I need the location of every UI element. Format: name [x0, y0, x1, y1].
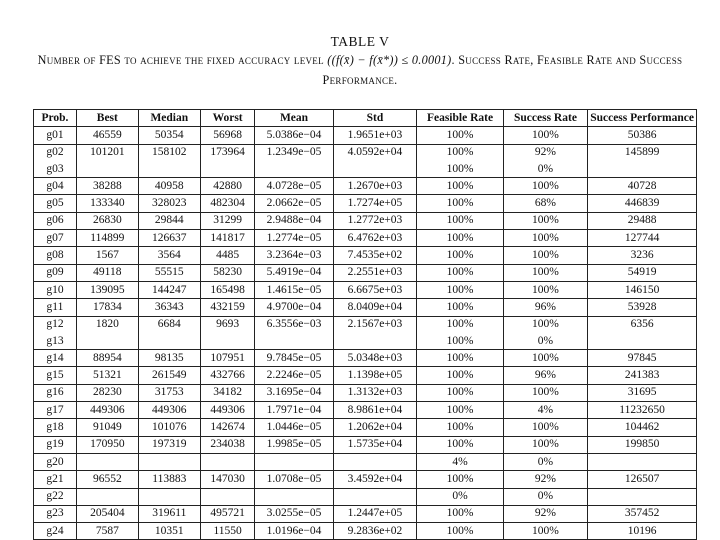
cell-success-performance: [588, 488, 697, 505]
cell-mean: 1.2349e−05: [255, 144, 333, 161]
cell-median: 98135: [138, 350, 200, 367]
cell-worst: 56968: [200, 127, 255, 144]
cell-median: 197319: [138, 436, 200, 453]
table-row: [34, 316, 697, 333]
cell-prob: g17: [34, 402, 77, 419]
cell-mean: [255, 161, 333, 178]
cell-median: 319611: [138, 505, 200, 522]
cell-mean: 9.7845e−05: [255, 350, 333, 367]
results-table: [33, 109, 697, 540]
cell-success-performance: 199850: [588, 436, 697, 453]
table-row: [34, 230, 697, 247]
cell-success-rate: 100%: [503, 178, 587, 195]
cell-std: [333, 488, 417, 505]
cell-feasible-rate: 100%: [417, 350, 504, 367]
cell-mean: 2.2246e−05: [255, 367, 333, 384]
cell-prob: g02: [34, 144, 77, 161]
cell-success-performance: 145899: [588, 144, 697, 161]
cell-median: 31753: [138, 384, 200, 401]
cell-prob: g13: [34, 333, 77, 350]
cell-median: 55515: [138, 264, 200, 281]
cell-std: [333, 161, 417, 178]
cell-success-performance: 146150: [588, 281, 697, 298]
header-std: Std: [333, 110, 417, 127]
cell-worst: 141817: [200, 230, 255, 247]
cell-std: 1.2670e+03: [333, 178, 417, 195]
cell-median: [138, 488, 200, 505]
cell-std: 1.3132e+03: [333, 384, 417, 401]
cell-best: 51321: [76, 367, 138, 384]
cell-mean: [255, 453, 333, 470]
table-row: [34, 523, 697, 540]
cell-success-performance: 50386: [588, 127, 697, 144]
header-best: Best: [76, 110, 138, 127]
cell-mean: 3.0255e−05: [255, 505, 333, 522]
caption-text: [0, 51, 720, 70]
cell-mean: 2.9488e−04: [255, 212, 333, 229]
cell-median: 40958: [138, 178, 200, 195]
table-row: [34, 402, 697, 419]
cell-prob: g23: [34, 505, 77, 522]
cell-prob: g07: [34, 230, 77, 247]
cell-mean: 1.4615e−05: [255, 281, 333, 298]
cell-best: [76, 453, 138, 470]
cell-std: 1.2447e+05: [333, 505, 417, 522]
cell-std: 1.1398e+05: [333, 367, 417, 384]
cell-worst: 11550: [200, 523, 255, 540]
cell-success-performance: 357452: [588, 505, 697, 522]
cell-worst: [200, 488, 255, 505]
cell-worst: 482304: [200, 195, 255, 212]
header-row: [34, 110, 697, 127]
cell-std: 9.2836e+02: [333, 523, 417, 540]
cell-success-rate: 100%: [503, 127, 587, 144]
cell-worst: 34182: [200, 384, 255, 401]
cell-std: 2.2551e+03: [333, 264, 417, 281]
cell-best: 17834: [76, 299, 138, 316]
cell-mean: [255, 333, 333, 350]
cell-std: 5.0348e+03: [333, 350, 417, 367]
cell-prob: g03: [34, 161, 77, 178]
cell-worst: 432159: [200, 299, 255, 316]
cell-prob: g08: [34, 247, 77, 264]
cell-best: 139095: [76, 281, 138, 298]
cell-feasible-rate: 100%: [417, 127, 504, 144]
cell-best: 49118: [76, 264, 138, 281]
cell-success-performance: 29488: [588, 212, 697, 229]
cell-success-rate: 100%: [503, 436, 587, 453]
cell-median: 113883: [138, 471, 200, 488]
cell-prob: g06: [34, 212, 77, 229]
cell-feasible-rate: 100%: [417, 178, 504, 195]
cell-prob: g05: [34, 195, 77, 212]
cell-std: [333, 453, 417, 470]
table-row: [34, 195, 697, 212]
cell-success-performance: 126507: [588, 471, 697, 488]
cell-success-rate: 0%: [503, 453, 587, 470]
header-prob: Prob.: [34, 110, 77, 127]
cell-feasible-rate: 100%: [417, 402, 504, 419]
cell-best: [76, 333, 138, 350]
table-row: [34, 333, 697, 350]
cell-success-rate: 0%: [503, 161, 587, 178]
cell-mean: 4.9700e−04: [255, 299, 333, 316]
cell-feasible-rate: 100%: [417, 419, 504, 436]
table-row: [34, 264, 697, 281]
cell-prob: g12: [34, 316, 77, 333]
cell-feasible-rate: 100%: [417, 367, 504, 384]
table-row: [34, 247, 697, 264]
cell-best: 46559: [76, 127, 138, 144]
cell-prob: g20: [34, 453, 77, 470]
cell-median: 101076: [138, 419, 200, 436]
cell-best: 114899: [76, 230, 138, 247]
cell-prob: g10: [34, 281, 77, 298]
cell-success-performance: 6356: [588, 316, 697, 333]
header-median: Median: [138, 110, 200, 127]
table-row: [34, 505, 697, 522]
cell-success-rate: 100%: [503, 316, 587, 333]
cell-mean: 6.3556e−03: [255, 316, 333, 333]
cell-mean: 1.0446e−05: [255, 419, 333, 436]
cell-worst: 234038: [200, 436, 255, 453]
cell-success-rate: 100%: [503, 281, 587, 298]
cell-worst: 31299: [200, 212, 255, 229]
cell-median: 158102: [138, 144, 200, 161]
cell-std: 3.4592e+04: [333, 471, 417, 488]
cell-prob: g22: [34, 488, 77, 505]
header-worst: Worst: [200, 110, 255, 127]
cell-success-performance: [588, 333, 697, 350]
table-row: [34, 281, 697, 298]
cell-success-rate: 92%: [503, 505, 587, 522]
cell-success-performance: 104462: [588, 419, 697, 436]
cell-prob: g01: [34, 127, 77, 144]
cell-worst: 42880: [200, 178, 255, 195]
cell-success-rate: 100%: [503, 212, 587, 229]
cell-std: 6.4762e+03: [333, 230, 417, 247]
cell-std: 1.2062e+04: [333, 419, 417, 436]
header-mean: Mean: [255, 110, 333, 127]
cell-worst: [200, 333, 255, 350]
cell-median: 50354: [138, 127, 200, 144]
cell-mean: 1.7971e−04: [255, 402, 333, 419]
cell-success-performance: 127744: [588, 230, 697, 247]
cell-best: 7587: [76, 523, 138, 540]
cell-best: 133340: [76, 195, 138, 212]
cell-feasible-rate: 100%: [417, 161, 504, 178]
cell-median: 36343: [138, 299, 200, 316]
table-row: [34, 161, 697, 178]
table-row: [34, 471, 697, 488]
table-row: [34, 367, 697, 384]
cell-median: 328023: [138, 195, 200, 212]
cell-std: 1.5735e+04: [333, 436, 417, 453]
cell-worst: 142674: [200, 419, 255, 436]
cell-best: 101201: [76, 144, 138, 161]
table-row: [34, 350, 697, 367]
cell-success-rate: 100%: [503, 350, 587, 367]
caption-math: ((f(x̄) − f(x̄*)) ≤ 0.0001): [327, 53, 452, 67]
cell-success-rate: 100%: [503, 384, 587, 401]
cell-success-rate: 92%: [503, 471, 587, 488]
cell-success-performance: 53928: [588, 299, 697, 316]
table-row: [34, 453, 697, 470]
cell-best: 449306: [76, 402, 138, 419]
table-row: [34, 488, 697, 505]
cell-median: 126637: [138, 230, 200, 247]
cell-mean: 1.0708e−05: [255, 471, 333, 488]
cell-feasible-rate: 100%: [417, 195, 504, 212]
table-row: [34, 419, 697, 436]
cell-std: [333, 333, 417, 350]
header-success-rate: Success Rate: [503, 110, 587, 127]
cell-worst: 449306: [200, 402, 255, 419]
cell-success-rate: 0%: [503, 488, 587, 505]
cell-success-performance: 10196: [588, 523, 697, 540]
cell-mean: 5.0386e−04: [255, 127, 333, 144]
cell-std: 8.9861e+04: [333, 402, 417, 419]
cell-success-performance: 446839: [588, 195, 697, 212]
cell-success-rate: 0%: [503, 333, 587, 350]
cell-prob: g11: [34, 299, 77, 316]
table-row: [34, 178, 697, 195]
cell-worst: 165498: [200, 281, 255, 298]
cell-best: 91049: [76, 419, 138, 436]
cell-success-rate: 100%: [503, 264, 587, 281]
cell-worst: 107951: [200, 350, 255, 367]
cell-median: 3564: [138, 247, 200, 264]
cell-success-rate: 96%: [503, 367, 587, 384]
cell-median: [138, 161, 200, 178]
cell-worst: [200, 161, 255, 178]
cell-success-performance: [588, 161, 697, 178]
table-row: [34, 436, 697, 453]
cell-feasible-rate: 100%: [417, 144, 504, 161]
cell-median: 261549: [138, 367, 200, 384]
cell-feasible-rate: 0%: [417, 488, 504, 505]
table-row: [34, 127, 697, 144]
cell-std: 4.0592e+04: [333, 144, 417, 161]
cell-mean: [255, 488, 333, 505]
cell-worst: 495721: [200, 505, 255, 522]
cell-success-performance: 40728: [588, 178, 697, 195]
cell-feasible-rate: 100%: [417, 316, 504, 333]
cell-median: 10351: [138, 523, 200, 540]
cell-success-performance: 241383: [588, 367, 697, 384]
cell-feasible-rate: 100%: [417, 264, 504, 281]
cell-feasible-rate: 100%: [417, 281, 504, 298]
cell-std: 7.4535e+02: [333, 247, 417, 264]
cell-success-performance: 3236: [588, 247, 697, 264]
cell-std: 2.1567e+03: [333, 316, 417, 333]
header-success-performance: Success Performance: [588, 110, 697, 127]
cell-worst: 9693: [200, 316, 255, 333]
cell-mean: 2.0662e−05: [255, 195, 333, 212]
cell-worst: 4485: [200, 247, 255, 264]
cell-prob: g18: [34, 419, 77, 436]
cell-feasible-rate: 100%: [417, 333, 504, 350]
cell-prob: g19: [34, 436, 77, 453]
cell-best: 205404: [76, 505, 138, 522]
cell-prob: g24: [34, 523, 77, 540]
cell-mean: 1.0196e−04: [255, 523, 333, 540]
cell-success-rate: 100%: [503, 419, 587, 436]
cell-feasible-rate: 100%: [417, 212, 504, 229]
cell-prob: g21: [34, 471, 77, 488]
cell-best: [76, 161, 138, 178]
cell-success-performance: 11232650: [588, 402, 697, 419]
table-caption: [0, 34, 720, 90]
cell-prob: g15: [34, 367, 77, 384]
cell-best: 26830: [76, 212, 138, 229]
cell-feasible-rate: 100%: [417, 299, 504, 316]
cell-best: 1820: [76, 316, 138, 333]
table-title: TABLE V: [330, 34, 390, 49]
cell-feasible-rate: 100%: [417, 230, 504, 247]
cell-worst: 432766: [200, 367, 255, 384]
cell-mean: 4.0728e−05: [255, 178, 333, 195]
cell-success-rate: 100%: [503, 230, 587, 247]
cell-median: 144247: [138, 281, 200, 298]
table-row: [34, 384, 697, 401]
table-body: [34, 127, 697, 540]
cell-std: 1.7274e+05: [333, 195, 417, 212]
cell-feasible-rate: 100%: [417, 523, 504, 540]
header-feasible-rate: Feasible Rate: [417, 110, 504, 127]
cell-success-performance: [588, 453, 697, 470]
caption-text-after: . Success Rate, Feasible Rate and Success: [451, 53, 683, 67]
cell-success-rate: 96%: [503, 299, 587, 316]
table-row: [34, 299, 697, 316]
cell-success-rate: 100%: [503, 523, 587, 540]
cell-median: [138, 453, 200, 470]
cell-feasible-rate: 100%: [417, 247, 504, 264]
cell-best: [76, 488, 138, 505]
cell-success-performance: 31695: [588, 384, 697, 401]
cell-best: 1567: [76, 247, 138, 264]
cell-prob: g09: [34, 264, 77, 281]
cell-feasible-rate: 100%: [417, 436, 504, 453]
cell-worst: 58230: [200, 264, 255, 281]
cell-feasible-rate: 100%: [417, 384, 504, 401]
cell-mean: 1.9985e−05: [255, 436, 333, 453]
cell-median: 6684: [138, 316, 200, 333]
cell-std: 6.6675e+03: [333, 281, 417, 298]
cell-median: 449306: [138, 402, 200, 419]
cell-success-rate: 68%: [503, 195, 587, 212]
cell-prob: g16: [34, 384, 77, 401]
cell-prob: g04: [34, 178, 77, 195]
cell-prob: g14: [34, 350, 77, 367]
cell-median: 29844: [138, 212, 200, 229]
cell-feasible-rate: 100%: [417, 471, 504, 488]
cell-worst: 147030: [200, 471, 255, 488]
cell-success-rate: 4%: [503, 402, 587, 419]
cell-mean: 5.4919e−04: [255, 264, 333, 281]
cell-success-performance: 54919: [588, 264, 697, 281]
cell-std: 8.0409e+04: [333, 299, 417, 316]
cell-success-rate: 92%: [503, 144, 587, 161]
cell-success-performance: 97845: [588, 350, 697, 367]
cell-best: 38288: [76, 178, 138, 195]
cell-std: 1.9651e+03: [333, 127, 417, 144]
cell-mean: 3.2364e−03: [255, 247, 333, 264]
cell-median: [138, 333, 200, 350]
cell-best: 28230: [76, 384, 138, 401]
cell-feasible-rate: 100%: [417, 505, 504, 522]
cell-worst: [200, 453, 255, 470]
caption-text-before: Number of FES to achieve the fixed accuracy level: [37, 53, 328, 67]
cell-std: 1.2772e+03: [333, 212, 417, 229]
cell-success-rate: 100%: [503, 247, 587, 264]
caption-line2: Performance.: [322, 73, 398, 87]
cell-best: 88954: [76, 350, 138, 367]
table-row: [34, 144, 697, 161]
cell-best: 170950: [76, 436, 138, 453]
cell-mean: 3.1695e−04: [255, 384, 333, 401]
table-row: [34, 212, 697, 229]
cell-worst: 173964: [200, 144, 255, 161]
cell-feasible-rate: 4%: [417, 453, 504, 470]
cell-best: 96552: [76, 471, 138, 488]
cell-mean: 1.2774e−05: [255, 230, 333, 247]
